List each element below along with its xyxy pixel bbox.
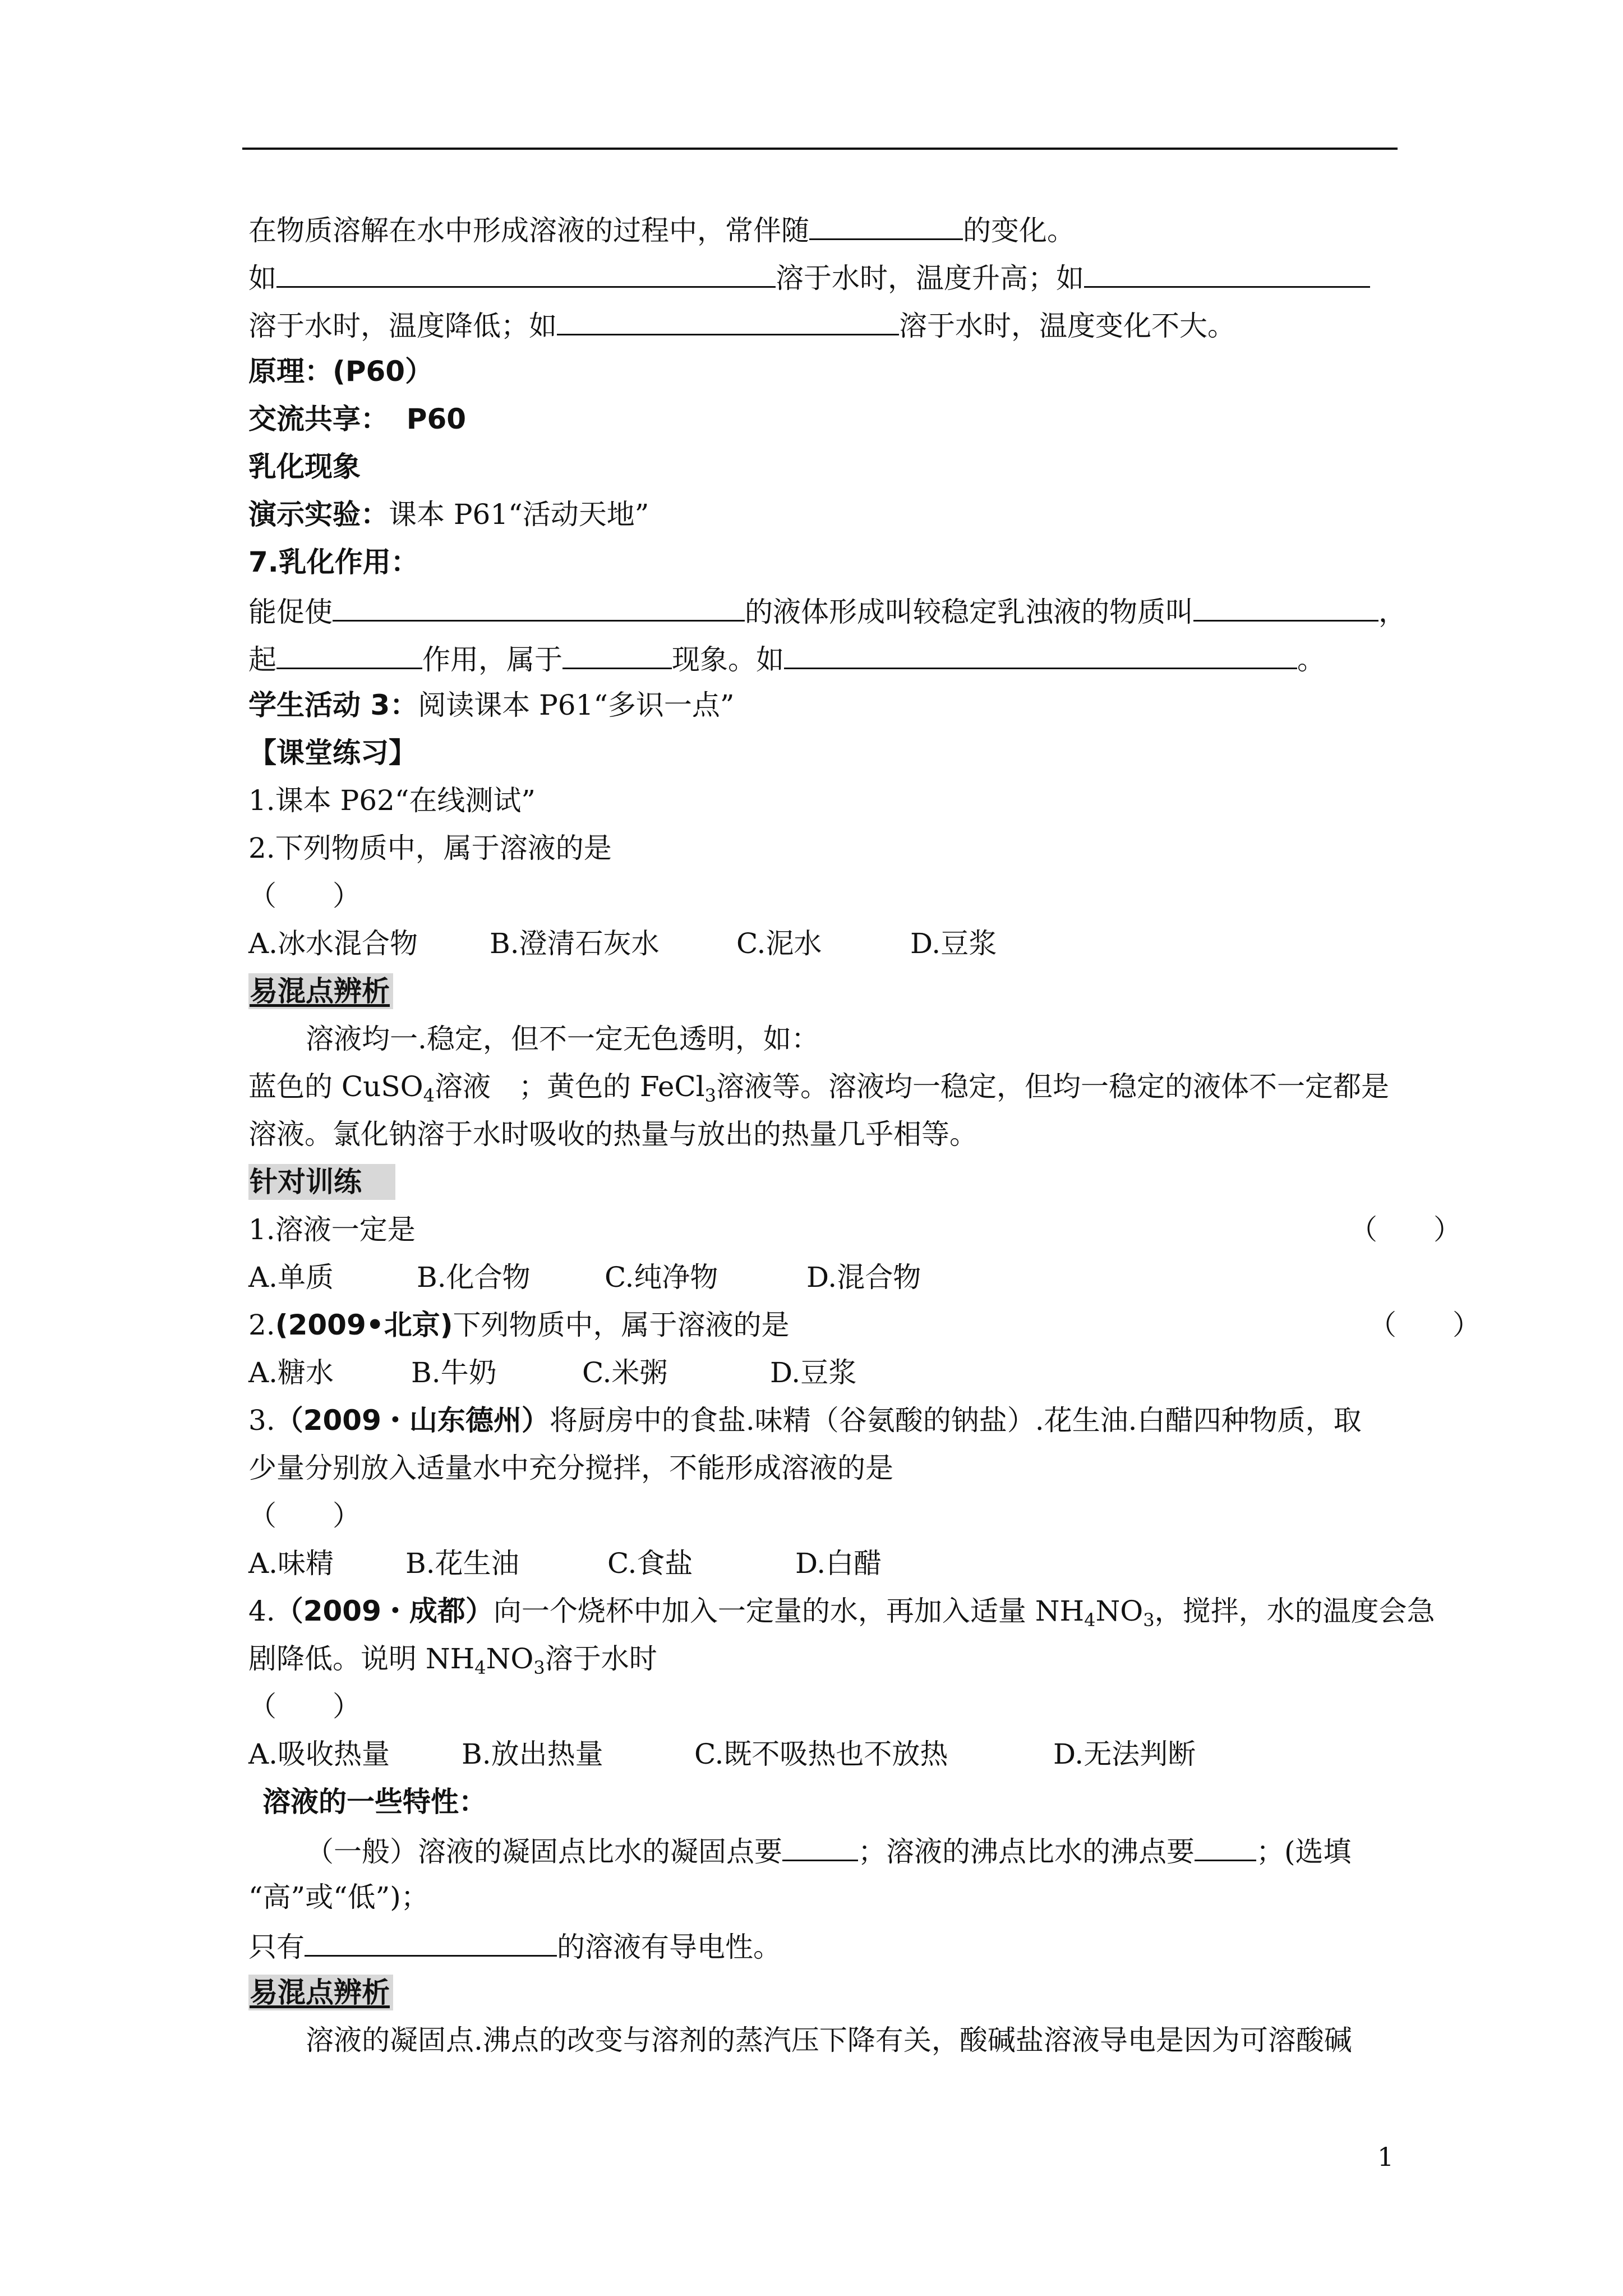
option-b[interactable]: B.放出热量 [462,1738,603,1770]
line-properties-3 [248,1927,781,1965]
line-emulsify-1 [248,592,1407,630]
text: 溶于水时 [545,1642,657,1675]
line-exchange [248,401,466,437]
page-number: 1 [1377,2142,1394,2172]
text: 阅读课本 P61“多识一点” [418,689,735,721]
fill-blank[interactable] [1084,258,1370,288]
option-b[interactable]: B.花生油 [405,1547,519,1580]
subscript: 3 [533,1657,545,1678]
option-c[interactable]: C.泥水 [736,927,822,960]
section-title: 易混点辨析 [248,1975,393,2010]
text: NO [486,1642,534,1675]
option-b[interactable]: B.澄清石灰水 [490,927,660,960]
question-2: 2.下列物质中，属于溶液的是 [248,832,612,864]
option-c[interactable]: C.纯净物 [605,1261,718,1294]
question-t4 [248,1593,1435,1638]
text: ；溶液的沸点比水的沸点要 [858,1835,1195,1868]
text: 如 [248,262,276,295]
text: 溶于水时，温度升高；如 [776,262,1084,295]
section-targeted-training [248,1164,395,1200]
option-d[interactable]: D.无法判断 [1053,1738,1196,1770]
fill-blank[interactable] [1193,592,1378,622]
text: ，搅拌，水的温度会急 [1154,1595,1435,1627]
answer-paren[interactable]: （ ） [248,1690,361,1723]
heading-emulsification: 乳化现象 [248,450,361,483]
option-a[interactable]: A.味精 [248,1547,334,1580]
text: 4. [248,1595,275,1627]
heading-solution-properties: 溶液的一些特性： [262,1786,487,1818]
line-examples-2 [248,306,1235,344]
label: 交流共享： [248,403,389,435]
text: 在物质溶解在水中形成溶液的过程中，常伴随 [248,214,809,247]
text: 溶液 ；黄色的 FeCl [434,1070,705,1103]
text: 能促使 [248,596,333,628]
answer-paren[interactable]: （ ） [248,880,361,912]
subscript: 4 [1084,1609,1096,1631]
answer-paren[interactable]: （ ） [1349,1213,1461,1246]
text: 3. [248,1404,275,1437]
answer-paren[interactable]: （ ） [1368,1309,1481,1341]
line-note-1: 溶液均一.稳定，但不一定无色透明，如： [306,1023,819,1055]
question-1: 1.课本 P62“在线测试” [248,784,536,817]
text: 课本 P61“活动天地” [389,498,649,531]
options-t2 [248,1355,856,1391]
option-c[interactable]: C.既不吸热也不放热 [694,1738,948,1770]
option-a[interactable]: A.吸收热量 [248,1738,390,1770]
text: 下列物质中，属于溶液的是 [453,1309,790,1341]
line-note-2 [248,1069,1389,1114]
source: （2009・山东德州） [275,1404,550,1437]
line-examples-1 [248,258,1370,296]
fill-blank[interactable] [333,592,745,622]
fill-blank[interactable] [562,639,672,669]
subscript: 3 [704,1085,717,1106]
text: 只有 [248,1931,305,1963]
question-t3 [248,1402,1362,1438]
fill-blank[interactable] [557,306,899,335]
option-c[interactable]: C.食盐 [607,1547,693,1580]
fill-blank[interactable] [782,1832,858,1861]
text: 2. [248,1309,275,1341]
line-properties-1 [306,1832,1352,1870]
subscript: 4 [423,1085,435,1106]
option-a[interactable]: A.冰水混合物 [248,927,418,960]
source: (2009•北京) [275,1309,453,1341]
text: （一般）溶液的凝固点比水的凝固点要 [306,1835,782,1868]
text: 溶于水时，温度降低；如 [248,310,557,342]
text: 现象。如 [672,643,784,676]
subscript: 3 [1143,1609,1155,1631]
section-confusion-2 [248,1975,393,2010]
heading-emulsifying-action: 7.乳化作用： [248,546,419,578]
option-d[interactable]: D.豆浆 [770,1356,857,1389]
question-t3-cont: 少量分别放入适量水中充分搅拌，不能形成溶液的是 [248,1452,893,1484]
options-t4 [248,1736,1196,1772]
option-c[interactable]: C.米粥 [582,1356,668,1389]
heading-principle: 原理：(P60） [248,355,434,388]
label: 演示实验： [248,498,389,531]
heading-class-practice: 【课堂练习】 [248,737,417,769]
line-note-4: 溶液的凝固点.沸点的改变与溶剂的蒸汽压下降有关，酸碱盐溶液导电是因为可溶酸碱 [306,2024,1352,2056]
fill-blank[interactable] [809,210,963,240]
option-d[interactable]: D.豆浆 [910,927,997,960]
text: 。 [1297,643,1325,676]
option-a[interactable]: A.糖水 [248,1356,334,1389]
text: 向一个烧杯中加入一定量的水，再加入适量 NH [493,1595,1085,1627]
label: 学生活动 3： [248,689,418,721]
text: ；(选填 [1256,1835,1352,1868]
option-a[interactable]: A.单质 [248,1261,334,1294]
line-heat-change [248,210,1075,249]
section-title: 针对训练 [248,1164,395,1200]
question-t4-cont [248,1641,657,1686]
text: 的液体形成叫较稳定乳浊液的物质叫 [745,596,1193,628]
text: NO [1095,1595,1144,1627]
source: （2009・成都） [275,1595,494,1627]
option-b[interactable]: B.化合物 [417,1261,531,1294]
text: 作用，属于 [422,643,562,676]
line-student-activity [248,687,735,723]
question-t2 [248,1307,790,1343]
options-t3 [248,1545,882,1581]
fill-blank[interactable] [276,639,422,669]
options-t1 [248,1259,921,1295]
line-note-3: 溶液。氯化钠溶于水时吸收的热量与放出的热量几乎相等。 [248,1118,978,1151]
line-demo [248,496,649,532]
text: 起 [248,643,276,676]
text: 溶于水时，温度变化不大。 [899,310,1235,342]
text: 溶液等。溶液均一稳定，但均一稳定的液体不一定都是 [716,1070,1390,1103]
text: ， [1378,596,1407,628]
text: 的溶液有导电性。 [557,1931,781,1963]
option-b[interactable]: B.牛奶 [411,1356,497,1389]
text: 将厨房中的食盐.味精（谷氨酸的钠盐）.花生油.白醋四种物质，取 [549,1404,1362,1437]
subscript: 4 [474,1657,486,1678]
text: 剧降低。说明 NH [248,1642,475,1675]
line-properties-2: “高”或“低”)； [248,1881,429,1913]
fill-blank[interactable] [305,1927,557,1957]
text: 的变化。 [963,214,1075,247]
options-q2 [248,926,997,961]
text: 蓝色的 CuSO [248,1070,423,1103]
text: P60 [406,403,467,435]
option-d[interactable]: D.混合物 [806,1261,921,1294]
question-t1: 1.溶液一定是 [248,1213,416,1246]
fill-blank[interactable] [1195,1832,1256,1861]
line-emulsify-2 [248,639,1325,678]
section-confusion-1 [248,973,393,1009]
fill-blank[interactable] [276,258,776,288]
section-title: 易混点辨析 [248,973,393,1009]
option-d[interactable]: D.白醋 [795,1547,882,1580]
fill-blank[interactable] [784,639,1297,669]
answer-paren[interactable]: （ ） [248,1499,361,1532]
header-rule [242,148,1398,150]
